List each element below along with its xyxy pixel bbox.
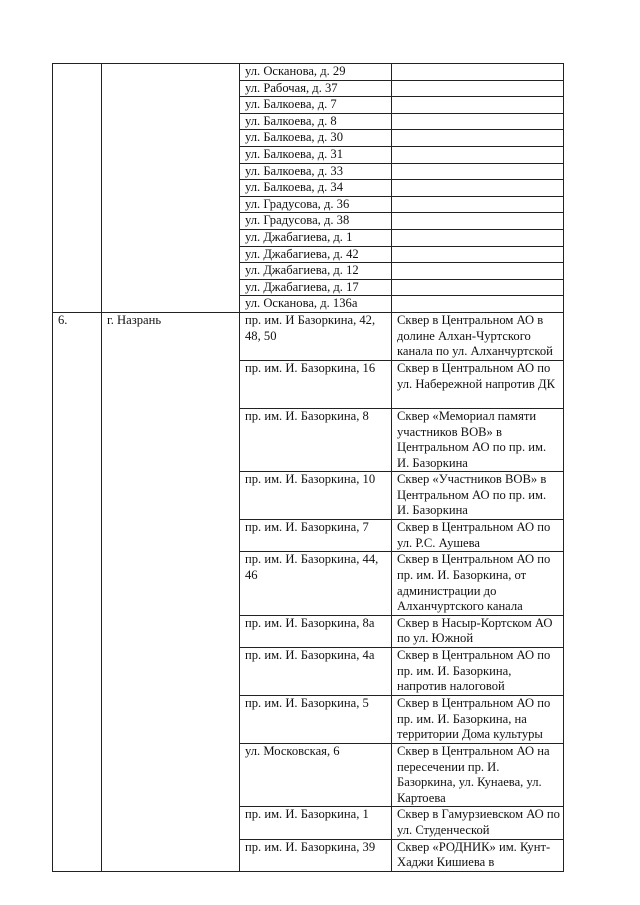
address-cell: пр. им. И. Базоркина, 4а — [240, 648, 392, 696]
address-cell: пр. им. И. Базоркина, 39 — [240, 839, 392, 871]
table-body — [53, 64, 564, 872]
object-cell-empty — [392, 263, 564, 280]
city-cell-empty — [102, 64, 240, 313]
object-cell: Сквер в Насыр-Кортском АО по ул. Южной — [392, 615, 564, 647]
address-cell: пр. им. И. Базоркина, 44, 46 — [240, 552, 392, 615]
address-cell: пр. им. И. Базоркина, 5 — [240, 696, 392, 744]
section-number: 6. — [53, 312, 102, 871]
object-cell-empty — [392, 296, 564, 313]
address-cell: ул. Рабочая, д. 37 — [240, 80, 392, 97]
address-cell: ул. Осканова, д. 29 — [240, 64, 392, 81]
address-cell: ул. Балкоева, д. 8 — [240, 113, 392, 130]
object-cell-empty — [392, 146, 564, 163]
object-cell: Сквер в Гамурзиевском АО по ул. Студенческой — [392, 807, 564, 839]
address-cell: пр. им. И Базоркина, 42, 48, 50 — [240, 312, 392, 360]
address-cell: ул. Джабагиева, д. 17 — [240, 279, 392, 296]
number-cell-empty — [53, 64, 102, 313]
table-row — [53, 312, 564, 360]
address-cell: пр. им. И. Базоркина, 10 — [240, 472, 392, 520]
address-cell: ул. Балкоева, д. 34 — [240, 180, 392, 197]
object-cell-empty — [392, 64, 564, 81]
object-cell: Сквер в Центральном АО по ул. Р.С. Аушева — [392, 520, 564, 552]
address-cell: ул. Джабагиева, д. 1 — [240, 229, 392, 246]
object-cell: Сквер «Участников ВОВ» в Центральном АО по пр. им. И. Базоркина — [392, 472, 564, 520]
object-cell: Сквер в Центральном АО в долине Алхан-Чуртского канала по ул. Алханчуртской — [392, 312, 564, 360]
address-cell: ул. Градусова, д. 38 — [240, 213, 392, 230]
address-cell: ул. Осканова, д. 136а — [240, 296, 392, 313]
address-cell: ул. Джабагиева, д. 42 — [240, 246, 392, 263]
object-cell-empty — [392, 97, 564, 114]
object-cell-empty — [392, 229, 564, 246]
address-cell: ул. Балкоева, д. 30 — [240, 130, 392, 147]
object-cell-empty — [392, 163, 564, 180]
address-cell: пр. им. И. Базоркина, 8 — [240, 408, 392, 471]
address-cell: ул. Московская, 6 — [240, 744, 392, 807]
object-cell-empty — [392, 180, 564, 197]
address-cell: пр. им. И. Базоркина, 7 — [240, 520, 392, 552]
table-row — [53, 64, 564, 81]
address-cell: ул. Джабагиева, д. 12 — [240, 263, 392, 280]
object-cell: Сквер в Центральном АО по ул. Набережной напротив ДК — [392, 360, 564, 408]
object-cell-empty — [392, 213, 564, 230]
address-cell: ул. Балкоева, д. 7 — [240, 97, 392, 114]
object-cell-empty — [392, 113, 564, 130]
section-city: г. Назрань — [102, 312, 240, 871]
object-cell-empty — [392, 80, 564, 97]
address-cell: пр. им. И. Базоркина, 16 — [240, 360, 392, 408]
object-cell-empty — [392, 246, 564, 263]
address-cell: пр. им. И. Базоркина, 1 — [240, 807, 392, 839]
object-cell: Сквер в Центральном АО по пр. им. И. Базоркина, от администрации до Алханчуртского канала — [392, 552, 564, 615]
address-cell: пр. им. И. Базоркина, 8а — [240, 615, 392, 647]
object-cell: Сквер «Мемориал памяти участников ВОВ» в Центральном АО по пр. им. И. Базоркина — [392, 408, 564, 471]
object-cell: Сквер «РОДНИК» им. Кунт-Хаджи Кишиева в — [392, 839, 564, 871]
address-cell: ул. Градусова, д. 36 — [240, 196, 392, 213]
object-cell-empty — [392, 196, 564, 213]
improvement-table — [52, 63, 564, 872]
object-cell-empty — [392, 130, 564, 147]
object-cell: Сквер в Центральном АО по пр. им. И. Базоркина, напротив налоговой — [392, 648, 564, 696]
object-cell: Сквер в Центральном АО по пр. им. И. Базоркина, на территории Дома культуры — [392, 696, 564, 744]
object-cell-empty — [392, 279, 564, 296]
address-cell: ул. Балкоева, д. 33 — [240, 163, 392, 180]
address-cell: ул. Балкоева, д. 31 — [240, 146, 392, 163]
object-cell: Сквер в Центральном АО на пересечении пр. И. Базоркина, ул. Кунаева, ул. Картоева — [392, 744, 564, 807]
